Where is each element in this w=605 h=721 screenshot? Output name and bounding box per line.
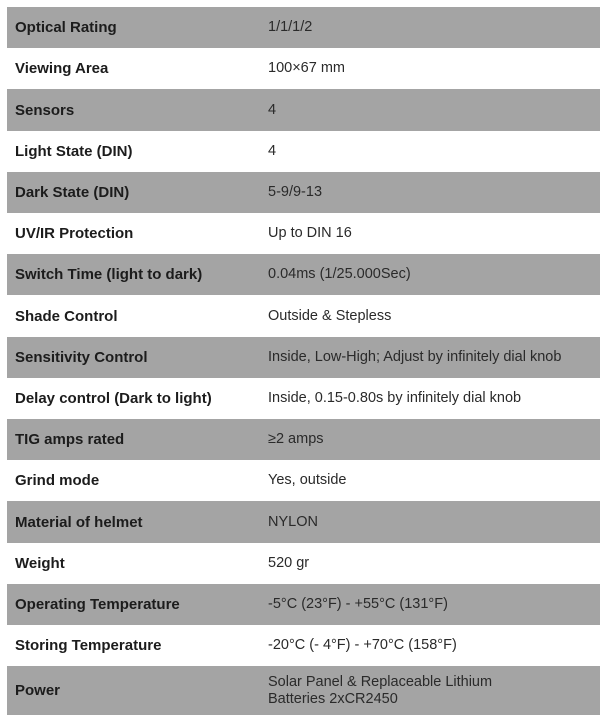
- spec-label: Operating Temperature: [15, 595, 180, 613]
- spec-row-light-state: [7, 131, 600, 172]
- spec-row-sensitivity-control: [7, 337, 600, 378]
- spec-row-optical-rating: [7, 7, 600, 48]
- spec-label: Viewing Area: [15, 60, 109, 78]
- spec-value: 520 gr: [268, 554, 310, 571]
- spec-label: Grind mode: [15, 472, 100, 490]
- spec-row-material: [7, 501, 600, 542]
- spec-row-operating-temperature: [7, 584, 600, 625]
- spec-value: Inside, 0.15-0.80s by infinitely dial knob: [268, 389, 522, 406]
- spec-label: Sensitivity Control: [15, 348, 148, 366]
- spec-table: [7, 7, 600, 715]
- spec-value: ≥2 amps: [268, 431, 324, 448]
- spec-row-viewing-area: [7, 48, 600, 89]
- spec-label: Material of helmet: [15, 513, 143, 531]
- spec-row-grind-mode: [7, 460, 600, 501]
- spec-label: Shade Control: [15, 307, 118, 325]
- spec-label: UV/IR Protection: [15, 225, 134, 243]
- spec-row-power: [7, 666, 600, 715]
- spec-row-dark-state: [7, 172, 600, 213]
- spec-value: NYLON: [268, 513, 318, 530]
- spec-label: Optical Rating: [15, 19, 117, 37]
- spec-value: [260, 674, 600, 708]
- spec-value: 0.04ms (1/25.000Sec): [268, 266, 411, 283]
- spec-label: Dark State (DIN): [15, 183, 130, 201]
- spec-row-weight: [7, 543, 600, 584]
- spec-label: Light State (DIN): [15, 142, 133, 160]
- spec-value: 1/1/1/2: [268, 19, 313, 36]
- spec-value: Yes, outside: [268, 472, 347, 489]
- spec-value: 4: [268, 101, 277, 118]
- spec-value: Inside, Low-High; Adjust by infinitely dial knob: [268, 348, 562, 365]
- spec-value-line: Batteries 2xCR2450: [268, 690, 398, 707]
- spec-label: Weight: [15, 554, 65, 572]
- spec-value: Outside & Stepless: [268, 307, 392, 324]
- spec-value: -5°C (23°F) - +55°C (131°F): [268, 595, 448, 612]
- spec-value: -20°C (- 4°F) - +70°C (158°F): [268, 637, 457, 654]
- spec-row-uv-ir-protection: [7, 213, 600, 254]
- spec-value: 100×67 mm: [268, 60, 345, 77]
- spec-row-tig-amps: [7, 419, 600, 460]
- spec-row-sensors: [7, 89, 600, 130]
- spec-value-line: Solar Panel & Replaceable Lithium: [268, 673, 493, 690]
- spec-label: Storing Temperature: [15, 637, 162, 655]
- spec-label: Sensors: [15, 101, 75, 119]
- spec-label: Delay control (Dark to light): [15, 389, 212, 407]
- spec-label: Switch Time (light to dark): [15, 266, 203, 284]
- spec-label: Power: [15, 682, 61, 700]
- spec-row-delay-control: [7, 378, 600, 419]
- spec-value: 4: [268, 142, 277, 159]
- spec-value: 5-9/9-13: [268, 183, 323, 200]
- spec-row-switch-time: [7, 254, 600, 295]
- spec-value: Up to DIN 16: [268, 225, 352, 242]
- spec-row-storing-temperature: [7, 625, 600, 666]
- spec-label: TIG amps rated: [15, 431, 125, 449]
- spec-row-shade-control: [7, 295, 600, 336]
